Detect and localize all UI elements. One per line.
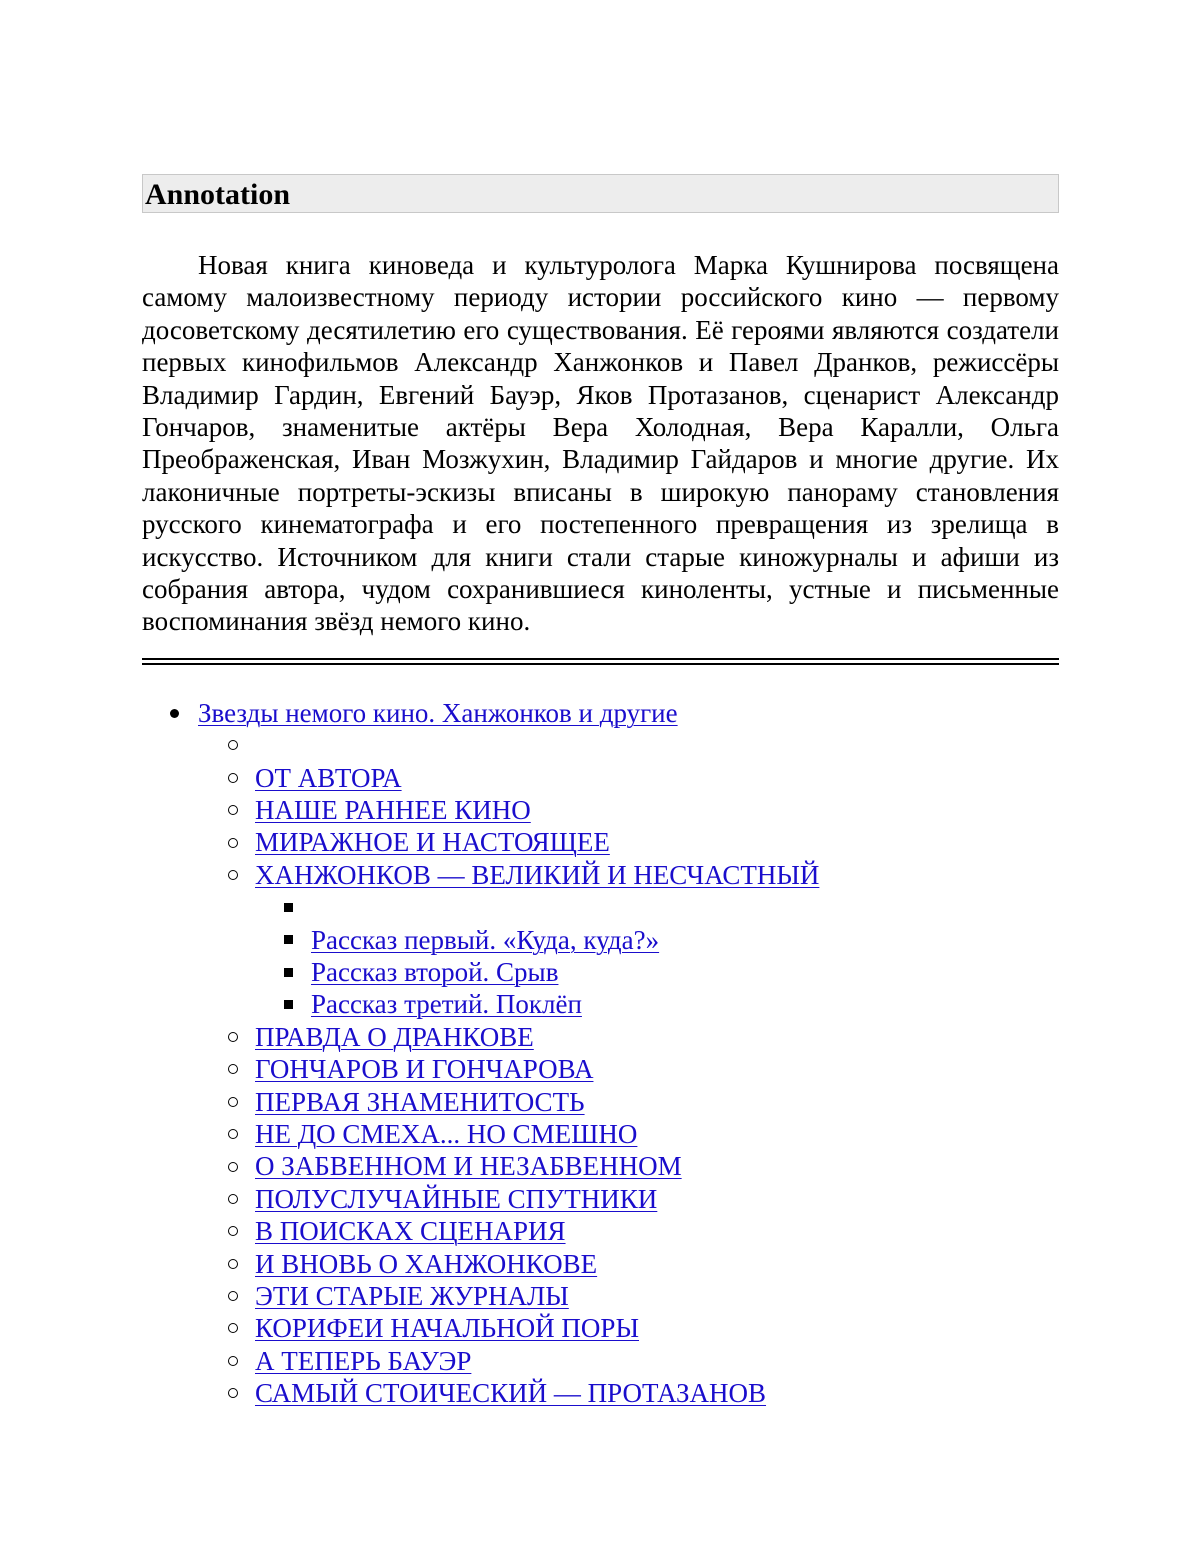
toc-chapter-link-poluslucha[interactable]: ПОЛУСЛУЧАЙНЫЕ СПУТНИКИ — [255, 1183, 658, 1214]
double-rule-divider — [142, 658, 1059, 665]
toc-chapter-item — [142, 1312, 1059, 1344]
toc-chapter-item — [142, 729, 1059, 761]
toc-book-item — [142, 697, 1059, 729]
toc-subsection-link-story-2[interactable]: Рассказ второй. Срыв — [311, 957, 559, 987]
square-bullet-icon — [284, 891, 293, 923]
circle-bullet-icon — [228, 729, 238, 761]
toc-subsection-item — [142, 988, 1059, 1020]
toc-chapter-item — [142, 826, 1059, 858]
circle-bullet-icon — [228, 1215, 238, 1247]
toc-chapter-item — [142, 859, 1059, 891]
circle-bullet-icon — [228, 1248, 238, 1280]
annotation-text: Новая книга киноведа и культуролога Марка Кушнирова посвящена самому малоизвестному периоду истории российского кино — первому досоветскому десятилетию его существования. Её героями являются создатели первых кинофильмов Александр Ханжонков и Павел Дранков, режиссёры Владимир Гардин, Евгений Бауэр, Яков Протазанов, сценарист Александр Гончаров, знаменитые актёры Вера Холодная, Вера Каралли, Ольга Преображенская, Иван Мозжухин, Владимир Гайдаров и многие другие. Их лаконичные портреты-эскизы вписаны в широкую панораму становления русского кинематографа и его постепенного превращения из зрелища в искусство. Источником для книги стали старые киножурналы и афиши из собрания автора, чудом сохранившиеся киноленты, устные и письменные воспоминания звёзд немого кино. — [142, 250, 1059, 637]
toc-chapter-item — [142, 1215, 1059, 1247]
toc-chapter-link-i-vnov[interactable]: И ВНОВЬ О ХАНЖОНКОВЕ — [255, 1248, 598, 1279]
toc-chapter-link-korifei[interactable]: КОРИФЕИ НАЧАЛЬНОЙ ПОРЫ — [255, 1313, 639, 1344]
document-page — [142, 174, 1059, 1409]
disc-bullet-icon — [170, 697, 179, 729]
toc-chapter-link-v-poiskakh[interactable]: В ПОИСКАХ СЦЕНАРИЯ — [255, 1216, 566, 1247]
toc-chapter-link-ne-do-smekha[interactable]: НЕ ДО СМЕХА... НО СМЕШНО — [255, 1118, 638, 1149]
annotation-heading: Annotation — [142, 174, 1059, 213]
toc-chapter-item — [142, 1053, 1059, 1085]
toc-subsection-item — [142, 924, 1059, 956]
circle-bullet-icon — [228, 1312, 238, 1344]
circle-bullet-icon — [228, 1280, 238, 1312]
toc-chapter-link-o-zabvennom[interactable]: О ЗАБВЕННОМ И НЕЗАБВЕННОМ — [255, 1151, 682, 1182]
toc-chapter-item — [142, 1280, 1059, 1312]
toc-chapter-item — [142, 1248, 1059, 1280]
toc-subsection-link-story-1[interactable]: Рассказ первый. «Куда, куда?» — [311, 924, 660, 955]
toc-chapter-link-ot-avtora[interactable]: ОТ АВТОРА — [255, 762, 402, 793]
circle-bullet-icon — [228, 1183, 238, 1215]
toc-chapter-link-pravda-o-drankove[interactable]: ПРАВДА О ДРАНКОВЕ — [255, 1021, 534, 1052]
toc-chapter-link-goncharov[interactable]: ГОНЧАРОВ И ГОНЧАРОВА — [255, 1054, 594, 1085]
toc-chapter-item — [142, 794, 1059, 826]
square-bullet-icon — [284, 924, 293, 956]
circle-bullet-icon — [228, 1150, 238, 1182]
toc-subsection-item — [142, 956, 1059, 988]
circle-bullet-icon — [228, 826, 238, 858]
circle-bullet-icon — [228, 1086, 238, 1118]
toc-chapter-item — [142, 1377, 1059, 1409]
toc-chapter-item — [142, 1345, 1059, 1377]
circle-bullet-icon — [228, 1118, 238, 1150]
toc-chapter-item — [142, 1086, 1059, 1118]
toc-chapter-link-eti-starye-zhurnaly[interactable]: ЭТИ СТАРЫЕ ЖУРНАЛЫ — [255, 1280, 569, 1311]
toc-subsection-item — [142, 891, 1059, 923]
circle-bullet-icon — [228, 1053, 238, 1085]
toc-chapter-link-mirazhnoe[interactable]: МИРАЖНОЕ И НАСТОЯЩЕЕ — [255, 827, 610, 858]
square-bullet-icon — [284, 988, 293, 1020]
toc-chapter-link-a-teper-bauer[interactable]: А ТЕПЕРЬ БАУЭР — [255, 1345, 472, 1376]
toc-book-title-link[interactable]: Звезды немого кино. Ханжонков и другие — [198, 697, 678, 728]
toc-subsection-link-story-3[interactable]: Рассказ третий. Поклёп — [311, 989, 582, 1020]
circle-bullet-icon — [228, 1021, 238, 1053]
toc-chapter-item — [142, 762, 1059, 794]
circle-bullet-icon — [228, 762, 238, 794]
circle-bullet-icon — [228, 794, 238, 826]
table-of-contents — [142, 697, 1059, 1410]
circle-bullet-icon — [228, 1345, 238, 1377]
toc-chapter-item — [142, 1118, 1059, 1150]
circle-bullet-icon — [228, 1377, 238, 1409]
toc-chapter-link-khanzhonkov[interactable]: ХАНЖОНКОВ — ВЕЛИКИЙ И НЕСЧАСТНЫЙ — [255, 859, 820, 890]
toc-chapter-item — [142, 1150, 1059, 1182]
toc-chapter-link-nashe-rannee-kino[interactable]: НАШЕ РАННЕЕ КИНО — [255, 795, 531, 826]
square-bullet-icon — [284, 956, 293, 988]
toc-chapter-item — [142, 1183, 1059, 1215]
toc-chapter-link-protazanov[interactable]: САМЫЙ СТОИЧЕСКИЙ — ПРОТАЗАНОВ — [255, 1378, 767, 1409]
toc-chapter-item — [142, 1021, 1059, 1053]
circle-bullet-icon — [228, 859, 238, 891]
toc-chapter-link-pervaya-znamenitost[interactable]: ПЕРВАЯ ЗНАМЕНИТОСТЬ — [255, 1086, 585, 1117]
